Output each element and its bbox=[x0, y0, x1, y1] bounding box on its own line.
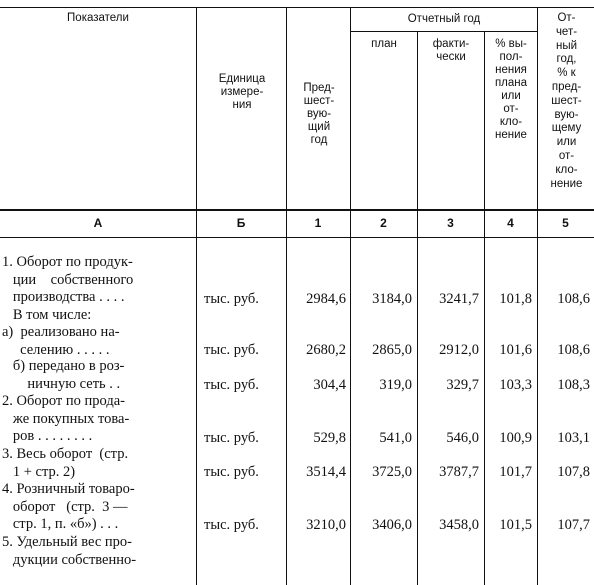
row-prev: 2984,6 bbox=[306, 291, 346, 307]
report-year-underline bbox=[351, 31, 537, 32]
row-pct-prev: 108,3 bbox=[557, 377, 590, 393]
row-pct-prev: 108,6 bbox=[557, 291, 590, 307]
header-actual: факти- чески bbox=[432, 38, 470, 63]
col-code-5: 5 bbox=[562, 216, 569, 230]
row-actual: 2912,0 bbox=[439, 342, 479, 358]
row-pct-prev: 107,8 bbox=[557, 464, 590, 480]
header-plan: план bbox=[371, 38, 397, 50]
row-plan: 3406,0 bbox=[372, 517, 412, 533]
row-actual: 3787,7 bbox=[439, 464, 479, 480]
row-pct-prev: 107,7 bbox=[557, 517, 590, 533]
header-unit: Единица измере- ния bbox=[218, 73, 266, 111]
row-pct-plan: 101,7 bbox=[499, 464, 532, 480]
row-prev: 304,4 bbox=[313, 377, 346, 393]
row-unit: тыс. руб. bbox=[204, 342, 259, 358]
row-plan: 2865,0 bbox=[372, 342, 412, 358]
col-code-4: 4 bbox=[507, 216, 514, 230]
row-pct-plan: 101,6 bbox=[499, 342, 532, 358]
header-report-year: Отчетный год bbox=[407, 13, 481, 25]
row-pct-plan: 100,9 bbox=[499, 430, 532, 446]
row-unit: тыс. руб. bbox=[204, 517, 259, 533]
row-pct-plan: 101,8 bbox=[499, 291, 532, 307]
row-label: 5. Удельный вес про- дукции собственно- bbox=[2, 534, 137, 568]
row-plan: 319,0 bbox=[379, 377, 412, 393]
row-plan: 3184,0 bbox=[372, 291, 412, 307]
row-prev: 2680,2 bbox=[306, 342, 346, 358]
col-code-1: 1 bbox=[314, 216, 322, 230]
header-pct-plan: % вы- пол- нения плана или от- кло- нение bbox=[494, 38, 528, 141]
col-divider-5 bbox=[484, 31, 485, 585]
header-pct-prev: От- чет- ный год, % к пред- шест- вую- щему или от- кло- нение bbox=[550, 12, 583, 190]
row-pct-prev: 108,6 bbox=[557, 342, 590, 358]
row-label: 1. Оборот по продук- ции собственного производства . . . . В том числе: bbox=[2, 254, 134, 323]
row-plan: 541,0 bbox=[379, 430, 412, 446]
header-previous-year: Пред- шест- вую- щий год bbox=[303, 82, 335, 146]
col-code-2: 2 bbox=[380, 216, 387, 230]
row-unit: тыс. руб. bbox=[204, 291, 259, 307]
row-prev: 3210,0 bbox=[306, 517, 346, 533]
row-actual: 3458,0 bbox=[439, 517, 479, 533]
col-code-a: А bbox=[93, 216, 103, 230]
row-plan: 3725,0 bbox=[372, 464, 412, 480]
row-pct-plan: 101,5 bbox=[499, 517, 532, 533]
header-bottom-border bbox=[0, 209, 594, 211]
row-pct-plan: 103,3 bbox=[499, 377, 532, 393]
row-unit: тыс. руб. bbox=[204, 377, 259, 393]
row-prev: 529,8 bbox=[313, 430, 346, 446]
col-code-3: 3 bbox=[447, 216, 454, 230]
col-divider-4 bbox=[417, 31, 418, 585]
row-unit: тыс. руб. bbox=[204, 430, 259, 446]
row-actual: 546,0 bbox=[446, 430, 479, 446]
code-row-bottom-border bbox=[0, 237, 594, 238]
row-label: 3. Весь оборот (стр. 1 + стр. 2) bbox=[2, 446, 129, 480]
row-actual: 329,7 bbox=[446, 377, 479, 393]
row-label: 4. Розничный товаро- оборот (стр. 3 — стр. 1, п. «б») . . . bbox=[2, 481, 135, 532]
table-top-border bbox=[0, 7, 594, 8]
row-label: 2. Оборот по прода- же покупных това- ров . . . . . . . . bbox=[2, 393, 130, 444]
header-indicators: Показатели bbox=[67, 12, 129, 24]
row-actual: 3241,7 bbox=[439, 291, 479, 307]
row-label: а) реализовано на- селению . . . . . bbox=[2, 324, 120, 358]
row-prev: 3514,4 bbox=[306, 464, 346, 480]
row-unit: тыс. руб. bbox=[204, 464, 259, 480]
row-label: б) передано в роз- ничную сеть . . bbox=[12, 358, 125, 392]
col-divider-1 bbox=[196, 7, 197, 585]
col-code-b: Б bbox=[236, 216, 246, 230]
row-pct-prev: 103,1 bbox=[557, 430, 590, 446]
